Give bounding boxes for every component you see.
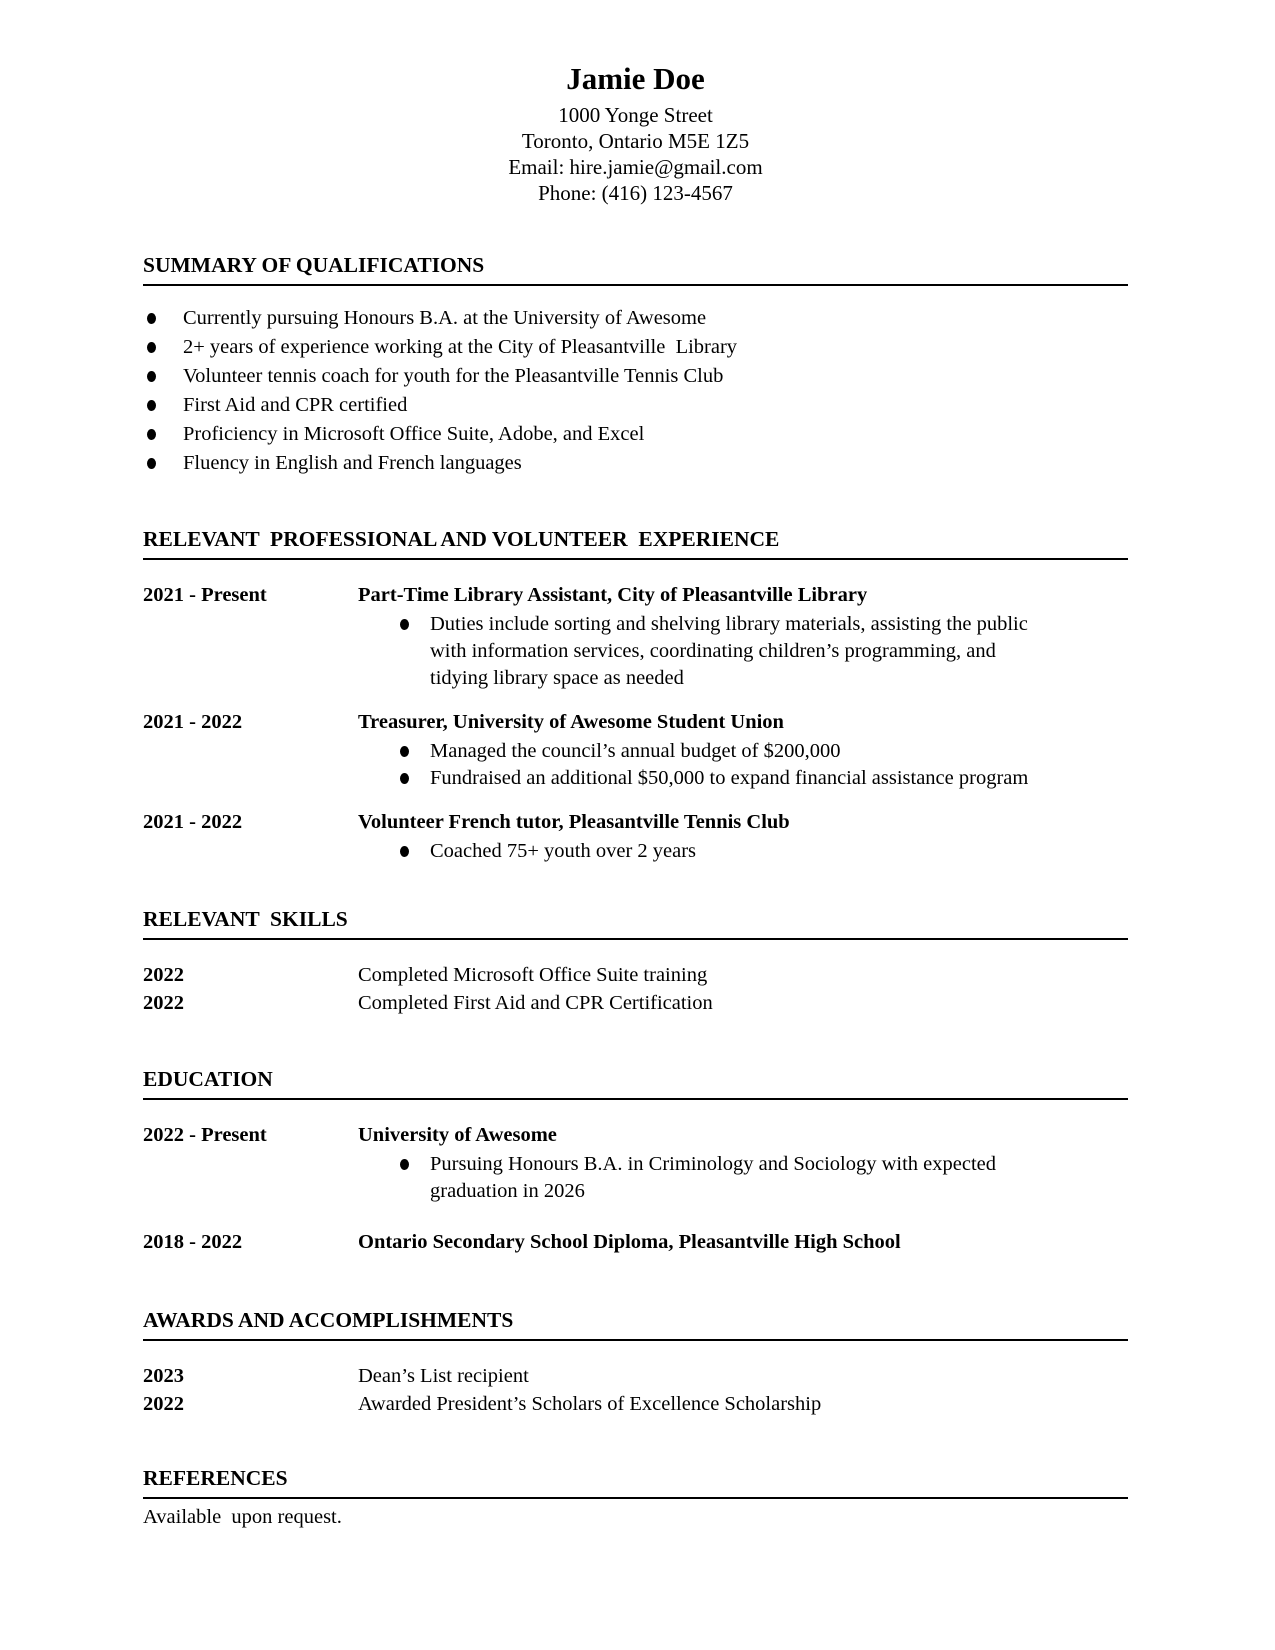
candidate-name: Jamie Doe bbox=[566, 61, 705, 96]
entry-date: 2021 - Present bbox=[143, 584, 267, 606]
list-item bbox=[143, 304, 1128, 333]
entry-bullet-list bbox=[358, 1151, 1128, 1205]
resume-header bbox=[143, 60, 1128, 206]
entry-bullet-list bbox=[358, 838, 1128, 865]
education-entries bbox=[143, 1122, 1128, 1256]
section-summary bbox=[143, 253, 1128, 478]
award-entry bbox=[143, 1363, 1128, 1391]
list-item bbox=[143, 333, 1128, 362]
entry-date: 2022 bbox=[143, 964, 184, 986]
education-entry bbox=[143, 1122, 1128, 1205]
list-item bbox=[358, 738, 1128, 765]
summary-bullet-list bbox=[143, 304, 1128, 478]
entry-text: Dean’s List recipient bbox=[358, 1365, 529, 1387]
skill-entry bbox=[143, 962, 1128, 990]
awards-entries bbox=[143, 1363, 1128, 1418]
experience-entry bbox=[143, 709, 1128, 792]
section-title-education: EDUCATION bbox=[143, 1067, 1128, 1100]
entry-bullet-list bbox=[358, 611, 1128, 692]
address-line-1: 1000 Yonge Street bbox=[558, 103, 713, 127]
bullet-icon bbox=[400, 746, 409, 757]
list-item bbox=[143, 362, 1128, 391]
bullet-icon bbox=[147, 429, 156, 440]
experience-entries bbox=[143, 582, 1128, 865]
section-awards bbox=[143, 1308, 1128, 1418]
experience-entry bbox=[143, 809, 1128, 865]
skills-entries bbox=[143, 962, 1128, 1017]
entry-body bbox=[358, 709, 1128, 792]
entry-bullet-text: Fundraised an additional $50,000 to expand financial assistance program bbox=[430, 767, 1029, 789]
section-skills bbox=[143, 907, 1128, 1017]
entry-text: Awarded President’s Scholars of Excellence Scholarship bbox=[358, 1392, 822, 1415]
references-text: Available upon request. bbox=[143, 1506, 342, 1528]
entry-role: Part-Time Library Assistant, City of Pleasantville Library bbox=[358, 584, 868, 606]
bullet-icon bbox=[400, 619, 409, 630]
entry-body bbox=[358, 1122, 1128, 1205]
entry-role: Treasurer, University of Awesome Student Union bbox=[358, 711, 784, 733]
bullet-icon bbox=[400, 773, 409, 784]
bullet-icon bbox=[147, 371, 156, 382]
entry-date: 2021 - 2022 bbox=[143, 811, 243, 833]
summary-bullet-text: Currently pursuing Honours B.A. at the University of Awesome bbox=[183, 307, 707, 329]
list-item bbox=[143, 420, 1128, 449]
entry-bullet-list bbox=[358, 738, 1128, 792]
bullet-icon bbox=[147, 342, 156, 353]
section-title-skills: RELEVANT SKILLS bbox=[143, 907, 1128, 940]
phone-line: Phone: (416) 123-4567 bbox=[538, 181, 733, 205]
section-references bbox=[143, 1466, 1128, 1531]
summary-bullet-text: 2+ years of experience working at the City of Pleasantville Library bbox=[183, 336, 738, 358]
bullet-icon bbox=[400, 846, 409, 857]
entry-date: 2022 bbox=[143, 991, 184, 1014]
entry-text: Completed First Aid and CPR Certification bbox=[358, 991, 713, 1014]
section-title-awards: AWARDS AND ACCOMPLISHMENTS bbox=[143, 1308, 1128, 1341]
bullet-icon bbox=[147, 313, 156, 324]
entry-date: 2022 - Present bbox=[143, 1124, 267, 1146]
summary-bullet-text: Proficiency in Microsoft Office Suite, Adobe, and Excel bbox=[183, 423, 645, 445]
bullet-icon bbox=[147, 458, 156, 469]
entry-body bbox=[358, 1229, 1128, 1256]
list-item bbox=[358, 765, 1128, 792]
list-item bbox=[143, 449, 1128, 478]
email-line: Email: hire.jamie@gmail.com bbox=[508, 155, 763, 179]
section-education bbox=[143, 1067, 1128, 1256]
entry-bullet-text: Pursuing Honours B.A. in Criminology and Sociology with expected graduation in 2026 bbox=[430, 1153, 1002, 1202]
list-item bbox=[358, 611, 1128, 692]
award-entry bbox=[143, 1391, 1128, 1419]
entry-bullet-text: Coached 75+ youth over 2 years bbox=[430, 840, 697, 862]
summary-bullet-text: Volunteer tennis coach for youth for the Pleasantville Tennis Club bbox=[183, 365, 724, 387]
experience-entry bbox=[143, 582, 1128, 692]
entry-bullet-text: Duties include sorting and shelving library materials, assisting the public with information services, coordinating children’s programming, and tidying library space as needed bbox=[430, 613, 1033, 689]
entry-bullet-text: Managed the council’s annual budget of $200,000 bbox=[430, 740, 841, 762]
education-entry bbox=[143, 1229, 1128, 1256]
entry-date: 2021 - 2022 bbox=[143, 711, 243, 733]
skill-entry bbox=[143, 990, 1128, 1018]
entry-body bbox=[358, 582, 1128, 692]
entry-date: 2023 bbox=[143, 1365, 184, 1387]
entry-role: University of Awesome bbox=[358, 1124, 557, 1146]
list-item bbox=[143, 391, 1128, 420]
bullet-icon bbox=[147, 400, 156, 411]
summary-bullet-text: First Aid and CPR certified bbox=[183, 394, 408, 416]
entry-body bbox=[358, 809, 1128, 865]
entry-text: Completed Microsoft Office Suite training bbox=[358, 964, 708, 986]
entry-date: 2022 bbox=[143, 1392, 184, 1415]
address-line-2: Toronto, Ontario M5E 1Z5 bbox=[521, 129, 750, 153]
list-item bbox=[358, 838, 1128, 865]
list-item bbox=[358, 1151, 1128, 1205]
section-title-experience: RELEVANT PROFESSIONAL AND VOLUNTEER EXPERIENCE bbox=[143, 527, 1128, 560]
entry-role: Ontario Secondary School Diploma, Pleasantville High School bbox=[358, 1231, 901, 1253]
entry-date: 2018 - 2022 bbox=[143, 1231, 243, 1253]
summary-bullet-text: Fluency in English and French languages bbox=[183, 452, 522, 474]
section-title-references: REFERENCES bbox=[143, 1466, 1128, 1499]
entry-role: Volunteer French tutor, Pleasantville Tennis Club bbox=[358, 811, 790, 833]
section-experience bbox=[143, 527, 1128, 865]
bullet-icon bbox=[400, 1159, 409, 1170]
section-title-summary: SUMMARY OF QUALIFICATIONS bbox=[143, 253, 1128, 286]
